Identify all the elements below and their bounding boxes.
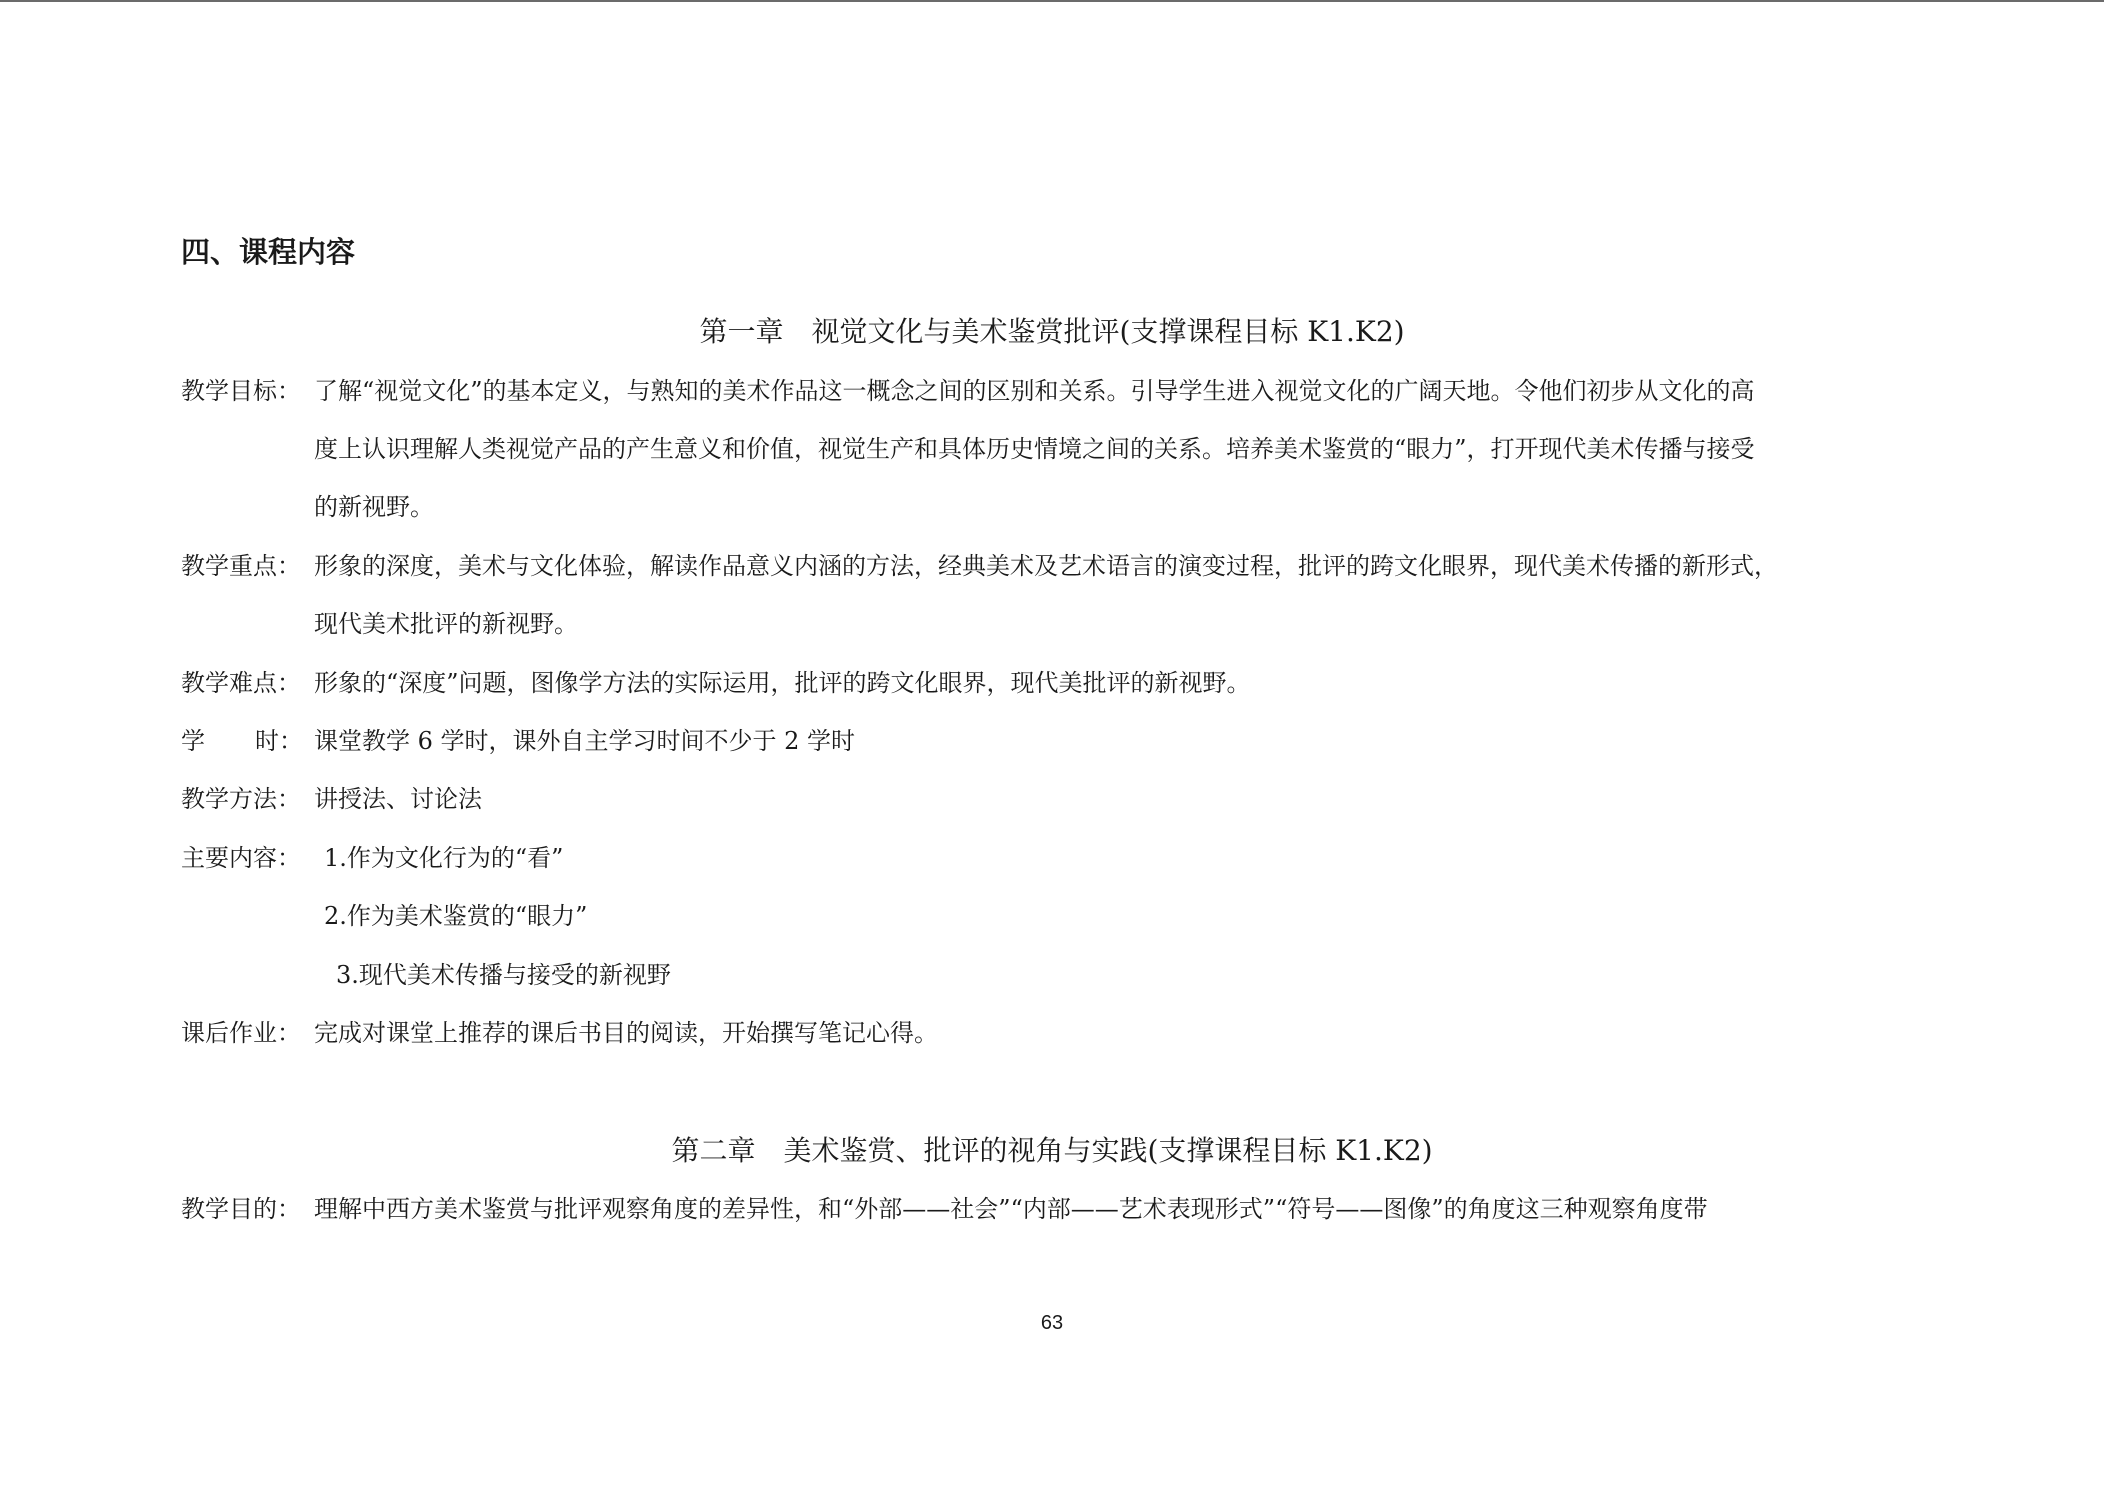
chapter2-objective-label: 教学目的： (181, 1195, 301, 1223)
chapter2-objective-row (181, 1192, 1708, 1226)
chapter1-methods-text: 讲授法、讨论法 (314, 785, 482, 813)
chapter1-objective-line-3: 的新视野。 (314, 493, 434, 521)
chapter1-homework-row (181, 1016, 938, 1050)
chapter1-hours-text: 课堂教学 6 学时，课外自主学习时间不少于 2 学时 (314, 727, 856, 755)
chapter1-methods-row (181, 782, 482, 816)
chapter1-difficulties-row (181, 666, 1251, 700)
top-border-rule (0, 0, 2104, 2)
chapter1-content-row (181, 841, 314, 875)
chapter1-hours-label-first: 学 (181, 727, 205, 755)
chapter2-objective-text: 理解中西方美术鉴赏与批评观察角度的差异性，和“外部——社会”“内部——艺术表现形式”“符号——图像”的角度这三种观察角度带 (314, 1195, 1708, 1223)
chapter1-difficulties-text: 形象的“深度”问题，图像学方法的实际运用，批评的跨文化眼界，现代美批评的新视野。 (314, 669, 1251, 697)
chapter1-hours-label (181, 724, 314, 758)
chapter1-homework-label: 课后作业： (181, 1019, 301, 1047)
chapter1-hours-row (181, 724, 855, 758)
chapter1-title: 第一章 视觉文化与美术鉴赏批评(支撑课程目标 K1.K2) (699, 315, 1405, 348)
chapter1-difficulties-label: 教学难点： (181, 669, 301, 697)
chapter1-key-points-row (181, 549, 1778, 583)
chapter1-homework-text: 完成对课堂上推荐的课后书目的阅读，开始撰写笔记心得。 (314, 1019, 938, 1047)
chapter1-objective-row (181, 374, 1755, 408)
chapter1-objective-line-2: 度上认识理解人类视觉产品的产生意义和价值，视觉生产和具体历史情境之间的关系。培养美术鉴赏的“眼力”，打开现代美术传播与接受 (314, 435, 1755, 463)
chapter1-methods-label: 教学方法： (181, 785, 301, 813)
chapter1-key-points-line-1: 形象的深度，美术与文化体验，解读作品意义内涵的方法，经典美术及艺术语言的演变过程，批评的跨文化眼界，现代美术传播的新形式， (314, 552, 1778, 580)
chapter1-content-item-3: 3.现代美术传播与接受的新视野 (336, 961, 671, 989)
chapter1-key-points-label: 教学重点： (181, 552, 301, 580)
page-number: 63 (1040, 1312, 1064, 1334)
section-heading: 四、课程内容 (181, 235, 356, 269)
chapter1-objective-line-1: 了解“视觉文化”的基本定义，与熟知的美术作品这一概念之间的区别和关系。引导学生进入视觉文化的广阔天地。令他们初步从文化的高 (314, 377, 1755, 405)
chapter1-content-item-1: 1.作为文化行为的“看” (324, 844, 564, 872)
chapter1-hours-label-second: 时： (255, 727, 303, 755)
chapter1-content-item-2: 2.作为美术鉴赏的“眼力” (324, 902, 588, 930)
chapter1-content-label: 主要内容： (181, 844, 301, 872)
chapter2-title: 第二章 美术鉴赏、批评的视角与实践(支撑课程目标 K1.K2) (671, 1134, 1433, 1167)
chapter1-key-points-line-2: 现代美术批评的新视野。 (314, 610, 578, 638)
chapter1-objective-label: 教学目标： (181, 377, 301, 405)
